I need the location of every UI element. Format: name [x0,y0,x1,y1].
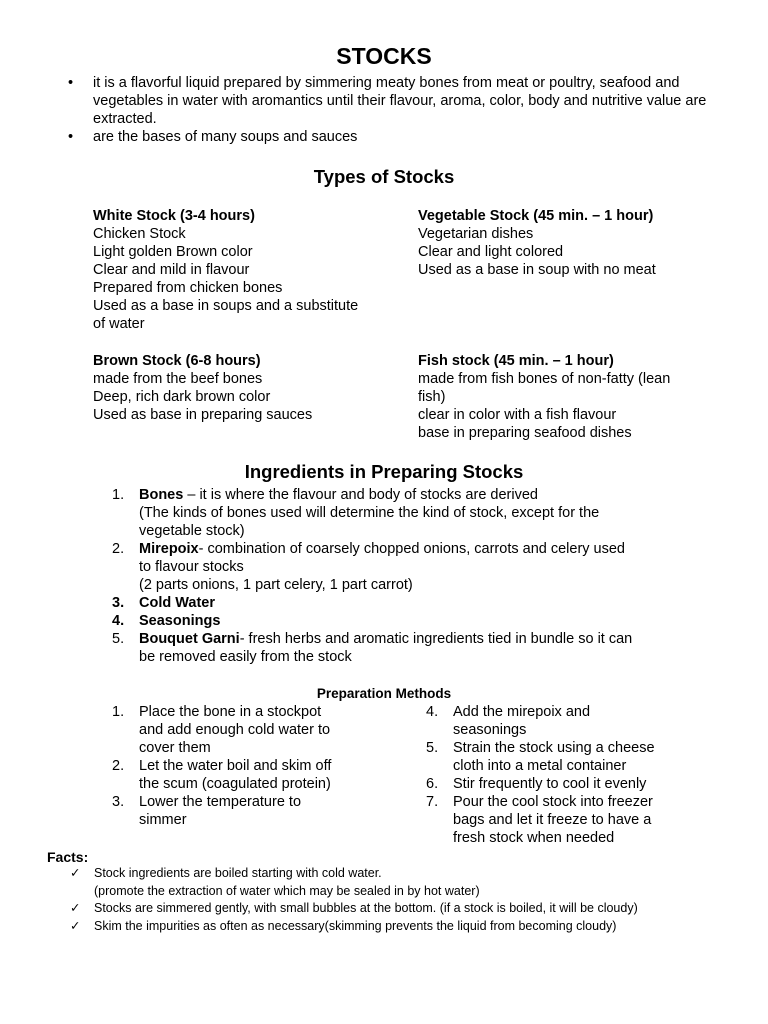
intro-bullet: • it is a flavorful liquid prepared by simmering meaty bones from meat or poultry, seafood and vegetables in water with aromantics until their flavour, aroma, color, body and nutritive value are extracted. [68,75,707,127]
method-item: 1. Place the bone in a stockpot and add enough cold water to cover them [112,704,331,756]
fact-item: ✓ Skim the impurities as often as necessary(skimming prevents the liquid from becoming cloudy) [70,918,760,936]
fact-item: ✓ Stocks are simmered gently, with small bubbles at the bottom. (if a stock is boiled, it will be cloudy) [70,900,760,918]
vegetable-stock-block [418,207,738,279]
brown-stock-heading: Brown Stock (6-8 hours) [93,353,261,369]
brown-stock-line: Deep, rich dark brown color [93,389,271,405]
facts-list [70,865,760,935]
checkmark-icon: ✓ [70,866,81,880]
fish-stock-block [418,352,738,442]
checkmark-icon: ✓ [70,901,81,915]
intro-bullet: • are the bases of many soups and sauces [68,129,358,145]
ingredient-item: 2. Mirepoix- combination of coarsely chopped onions, carrots and celery used to flavour stocks (2 parts onions, 1 part celery, 1 part carrot) [112,541,626,593]
ingredient-item: 3. Cold Water [112,595,215,611]
bullet-icon: • [68,75,74,91]
vegetable-stock-line: Clear and light colored [418,244,564,260]
ingredient-term: Bouquet Garni [139,631,240,647]
method-item: 4. Add the mirepoix and seasonings [426,704,591,738]
method-item: 7. Pour the cool stock into freezer bags and let it freeze to have a fresh stock when needed [426,794,653,846]
method-item: 6. Stir frequently to cool it evenly [426,776,647,792]
brown-stock-line: made from the beef bones [93,371,263,387]
fish-stock-line: fish) [418,389,446,405]
types-heading: Types of Stocks [313,166,455,187]
ingredient-item: 4. Seasonings [112,613,221,629]
ingredient-term: Seasonings [139,613,221,629]
fish-stock-line: clear in color with a fish flavour [418,407,617,423]
methods-list-right [426,703,726,847]
ingredients-heading: Ingredients in Preparing Stocks [244,461,524,482]
fish-stock-line: made from fish bones of non-fatty (lean [418,371,671,387]
methods-heading: Preparation Methods [316,686,452,701]
ingredient-item: 1. Bones – it is where the flavour and body of stocks are derived (The kinds of bones used will determine the kind of stock, except for the vegetable stock) [112,487,600,539]
brown-stock-block [93,352,393,424]
white-stock-line: Used as a base in soups and a substitute [93,298,359,314]
ingredients-list [112,486,712,666]
white-stock-line: Chicken Stock [93,226,186,242]
method-item: 5. Strain the stock using a cheese cloth into a metal container [426,740,655,774]
ingredient-term: Bones [139,487,184,503]
bullet-icon: • [68,129,74,145]
page-title: STOCKS [336,43,432,69]
fish-stock-heading: Fish stock (45 min. – 1 hour) [418,353,614,369]
white-stock-line: Light golden Brown color [93,244,253,260]
fact-item: ✓ Stock ingredients are boiled starting with cold water. (promote the extraction of water which may be sealed in by hot water) [70,866,480,898]
white-stock-line: Clear and mild in flavour [93,262,250,278]
brown-stock-line: Used as base in preparing sauces [93,407,313,423]
ingredient-item: 5. Bouquet Garni- fresh herbs and aromatic ingredients tied in bundle so it can be removed easily from the stock [112,631,633,665]
vegetable-stock-line: Vegetarian dishes [418,226,534,242]
method-item: 3. Lower the temperature to simmer [112,794,302,828]
ingredient-term: Cold Water [139,595,215,611]
vegetable-stock-heading: Vegetable Stock (45 min. – 1 hour) [418,208,654,224]
intro-bullet-list [68,74,728,146]
method-item: 2. Let the water boil and skim off the scum (coagulated protein) [112,758,332,792]
checkmark-icon: ✓ [70,918,81,933]
white-stock-heading: White Stock (3-4 hours) [93,208,255,224]
white-stock-block [93,207,393,333]
methods-list-left [112,703,382,829]
white-stock-line: of water [93,316,145,332]
ingredient-term: Mirepoix [139,541,199,557]
vegetable-stock-line: Used as a base in soup with no meat [418,262,656,278]
fish-stock-line: base in preparing seafood dishes [418,425,632,441]
facts-title: Facts: [47,849,89,865]
white-stock-line: Prepared from chicken bones [93,280,283,296]
